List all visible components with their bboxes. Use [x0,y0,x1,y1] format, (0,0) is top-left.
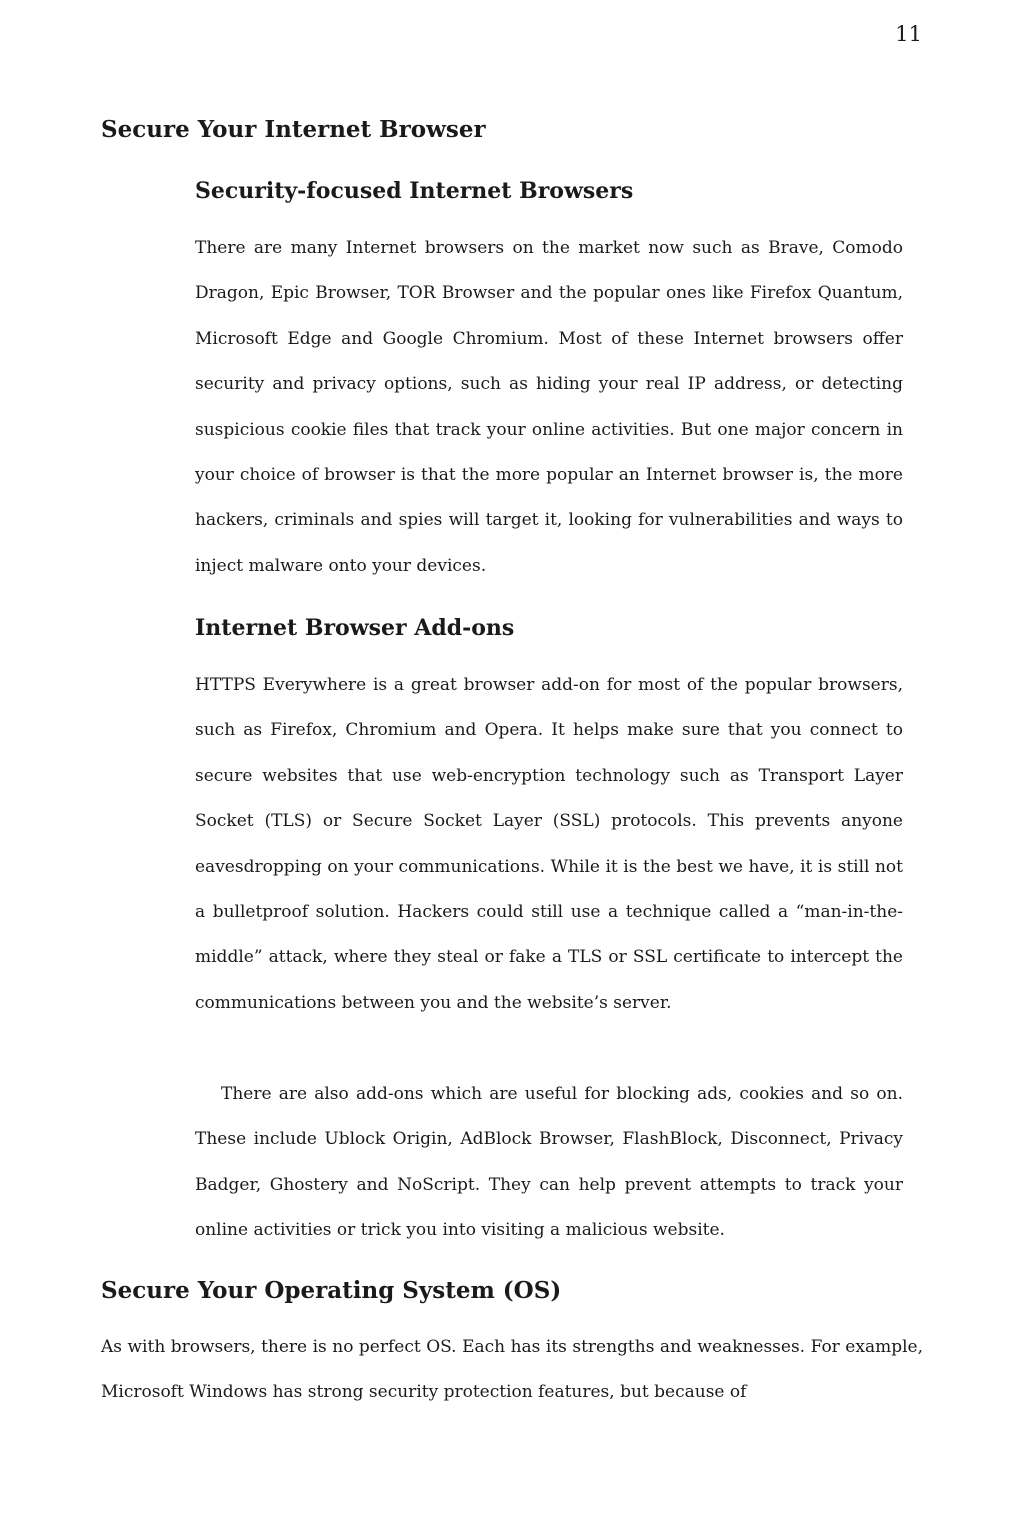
section-heading-browser: Secure Your Internet Browser [101,116,486,143]
subsection-heading-security-browsers: Security-focused Internet Browsers [195,178,634,204]
paragraph-https-everywhere: HTTPS Everywhere is a great browser add-on for most of the popular browsers, such as Firefox, Chromium and Opera. It helps make sure that you connect to secure websites that use web-encryption technology such as Transport Layer Socket (TLS) or Secure Socket Layer (SSL) protocols. This prevents anyone eavesdropping on your communications. While it is the best we have, it is still not a bulletproof solution. Hackers could still use a technique called a “man-in-the-middle” attack, where they steal or fake a TLS or SSL certificate to intercept the communications between you and the website’s server. [195,675,903,1013]
paragraph-os-intro: As with browsers, there is no perfect OS. Each has its strengths and weaknesses. For example, Microsoft Windows has strong security protection features, but because of [101,1337,923,1403]
paragraph-blocking-addons: There are also add-ons which are useful for blocking ads, cookies and so on. These include Ublock Origin, AdBlock Browser, FlashBlock, Disconnect, Privacy Badger, Ghostery and NoScript. They can help prevent attempts to track your online activities or trick you into visiting a malicious website. [195,1084,903,1241]
subsection-heading-browser-addons: Internet Browser Add-ons [195,615,515,641]
section-heading-os: Secure Your Operating System (OS) [101,1277,562,1304]
page-number: 11 [895,22,922,46]
paragraph-security-browsers: There are many Internet browsers on the market now such as Brave, Comodo Dragon, Epic Browser, TOR Browser and the popular ones like Firefox Quantum, Microsoft Edge and Google Chromium. Most of these Internet browsers offer security and privacy options, such as hiding your real IP address, or detecting suspicious cookie files that track your online activities. But one major concern in your choice of browser is that the more popular an Internet browser is, the more hackers, criminals and spies will target it, looking for vulnerabilities and ways to inject malware onto your devices. [195,238,903,576]
